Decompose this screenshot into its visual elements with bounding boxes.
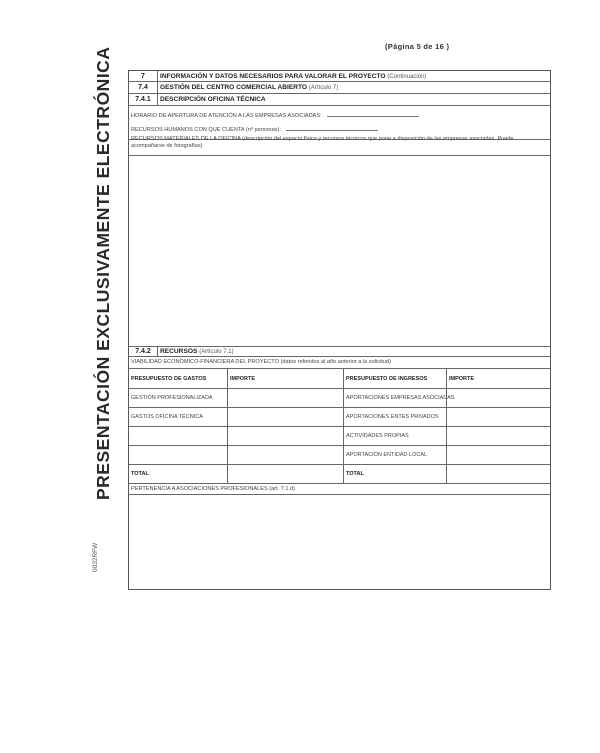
pertenencia-label: PERTENENCIA A ASOCIACIONES PROFESIONALES (art. 7.1.d): [131, 486, 296, 492]
header-cell: PRESUPUESTO DE GASTOS: [129, 369, 228, 388]
total-income-amount[interactable]: [447, 465, 550, 483]
expense-label[interactable]: [129, 427, 228, 445]
income-label: APORTACIONES ENTES PRIVADOS: [344, 408, 447, 426]
section-title: RECURSOS: [160, 348, 198, 355]
expense-amount[interactable]: [228, 446, 344, 464]
side-banner-text: PRESENTACIÓN EXCLUSIVAMENTE ELECTRÓNICA: [93, 46, 113, 500]
income-label: APORTACIÓN ENTIDAD LOCAL: [344, 446, 447, 464]
expense-label[interactable]: [129, 446, 228, 464]
form-frame: [128, 70, 551, 590]
expense-label: GASTOS OFICINA TÉCNICA: [129, 408, 228, 426]
horario-input-line[interactable]: [327, 111, 419, 117]
viabilidad-label: VIABILIDAD ECONÓMICO-FINANCIERA DEL PROYECTO (datos referidos al año anterior a la solicitud): [131, 359, 391, 365]
recursos-materiales-label: RECURSOS MATERIALES DE LA OFICINA (descripción del espacio físico y recursos técnicos que pone a disposición de las empresas asociadas. Puede acompañarse de fotografías): [131, 136, 514, 149]
page-indicator: (Página 5 de 16 ): [385, 42, 450, 51]
horario-label: HORARIO DE APERTURA DE ATENCIÓN A LAS EMPRESAS ASOCIADAS:: [131, 113, 322, 119]
section-note: (Artículo 7.1): [199, 349, 234, 355]
viabilidad-row: [129, 357, 550, 369]
expense-amount[interactable]: [228, 389, 344, 407]
income-amount[interactable]: [447, 427, 550, 445]
income-amount[interactable]: [447, 446, 550, 464]
total-expenses-amount[interactable]: [228, 465, 344, 483]
income-amount[interactable]: [447, 389, 550, 407]
table-row: [129, 389, 550, 408]
section-number: 7: [129, 71, 158, 81]
section-7-4-2-header: [129, 346, 550, 357]
income-amount[interactable]: [447, 408, 550, 426]
table-row: [129, 427, 550, 446]
section-title: GESTIÓN DEL CENTRO COMERCIAL ABIERTO: [160, 84, 308, 91]
table-total-row: [129, 465, 550, 484]
form-code: 0032RFW: [92, 542, 99, 572]
budget-table-header: [129, 369, 550, 389]
expense-amount[interactable]: [228, 427, 344, 445]
header-cell: IMPORTE: [228, 369, 344, 388]
expense-amount[interactable]: [228, 408, 344, 426]
section-title: DESCRIPCIÓN OFICINA TÉCNICA: [160, 96, 266, 103]
pertenencia-area[interactable]: [129, 495, 550, 589]
total-income-label: TOTAL: [344, 465, 447, 483]
total-expenses-label: TOTAL: [129, 465, 228, 483]
recursos-humanos-input-line[interactable]: [286, 125, 378, 131]
section-7-4-1-header: [129, 94, 550, 106]
header-cell: IMPORTE: [449, 375, 475, 382]
recursos-humanos-label: RECURSOS HUMANOS CON QUE CUENTA (nº personas):: [131, 127, 281, 133]
expense-label: GESTIÓN PROFESIONALIZADA: [129, 389, 228, 407]
table-row: [129, 408, 550, 427]
section-7-header: [129, 71, 550, 82]
header-cell: PRESUPUESTO DE INGRESOS: [344, 369, 447, 388]
table-row: [129, 446, 550, 465]
section-number: 7.4: [129, 82, 158, 93]
section-title: INFORMACIÓN Y DATOS NECESARIOS PARA VALORAR EL PROYECTO: [160, 73, 386, 80]
section-number: 7.4.2: [129, 346, 158, 356]
section-number: 7.4.1: [129, 94, 158, 105]
recursos-materiales-area[interactable]: [129, 155, 550, 346]
section-note: (Continuación): [387, 74, 427, 80]
income-label: ACTIVIDADES PROPIAS: [344, 427, 447, 445]
pertenencia-row: [129, 484, 550, 495]
section-7-4-header: [129, 82, 550, 94]
section-note: (Artículo 7): [308, 85, 339, 91]
income-label: APORTACIONES EMPRESAS ASOCIADAS: [344, 389, 447, 407]
